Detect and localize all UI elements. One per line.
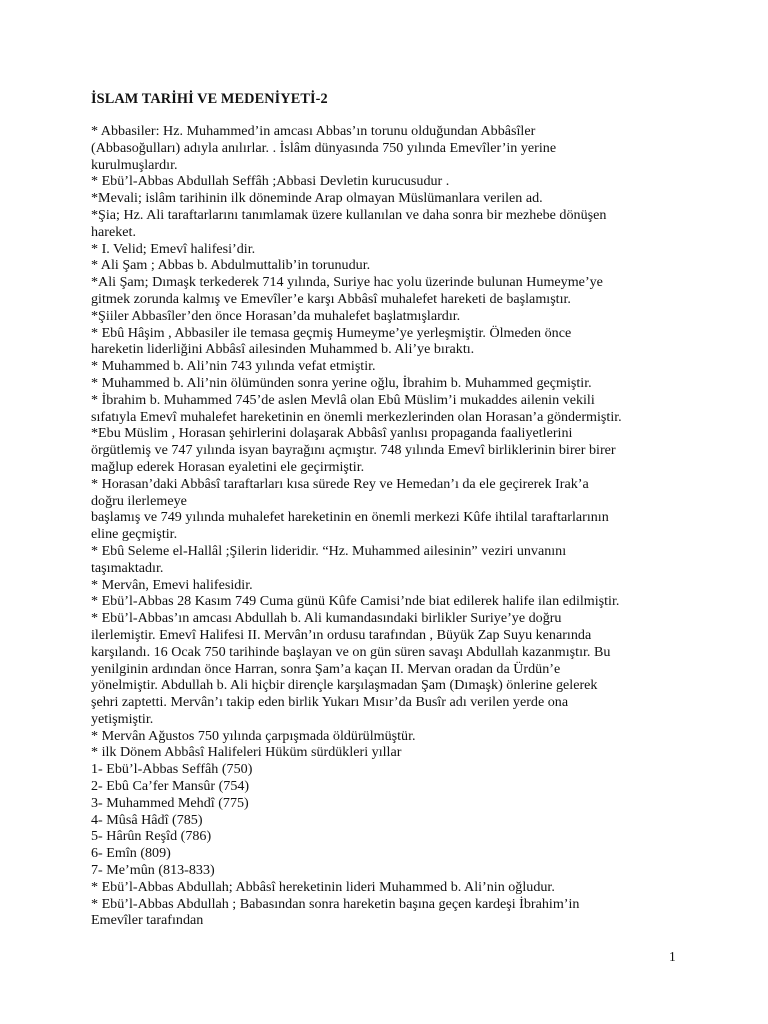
paragraph xyxy=(91,425,683,475)
text-line: (Abbasoğulları) adıyla anılırlar. . İslâm dünyasında 750 yılında Emevîler’in yerine xyxy=(91,139,557,156)
paragraph xyxy=(91,778,683,795)
text-line: doğru ilerlemeye xyxy=(91,492,187,509)
text-line: * Mervân Ağustos 750 yılında çarpışmada öldürülmüştür. xyxy=(91,727,416,744)
paragraph xyxy=(91,812,683,829)
paragraph xyxy=(91,610,683,728)
text-line: başlamış ve 749 yılında muhalefet hareketinin en önemli merkezi Kûfe ihtilal taraftarlarının xyxy=(91,509,609,526)
text-line: * Ebû Seleme el-Hallâl ;Şilerin lideridir. “Hz. Muhammed ailesinin” veziri unvanını xyxy=(91,542,567,559)
text-line: * Abbasiler: Hz. Muhammed’in amcası Abbas’ın torunu olduğundan Abbâsîler xyxy=(91,123,536,139)
paragraph xyxy=(91,476,683,510)
paragraph xyxy=(91,795,683,812)
text-line: gitmek zorunda kalmış ve Emevîler’e karşı Abbâsî muhalefet hareketi de başlamıştır. xyxy=(91,290,571,307)
paragraph xyxy=(91,207,683,241)
paragraph xyxy=(91,308,683,325)
paragraph xyxy=(91,509,683,543)
text-line: 2- Ebû Ca’fer Mansûr (754) xyxy=(91,778,250,795)
paragraph xyxy=(91,257,683,274)
text-line: 6- Emîn (809) xyxy=(91,845,171,862)
paragraph xyxy=(91,543,683,577)
text-line: 5- Hârûn Reşîd (786) xyxy=(91,828,212,845)
paragraph xyxy=(91,761,683,778)
document-title: İSLAM TARİHİ VE MEDENİYETİ-2 xyxy=(91,91,328,107)
document-page xyxy=(91,90,683,929)
paragraph xyxy=(91,241,683,258)
paragraph xyxy=(91,358,683,375)
text-line: * İbrahim b. Muhammed 745’de aslen Mevlâ olan Ebû Müslim’i mukaddes ailenin vekili xyxy=(91,391,595,408)
text-line: karşılandı. 16 Ocak 750 tarihinde başlayan ve on gün süren savaşı Abdullah kazanmıştır. Bu xyxy=(91,643,611,660)
text-line: Emevîler tarafından xyxy=(91,912,204,929)
text-line: * Mervân, Emevi halifesidir. xyxy=(91,576,253,593)
text-line: taşımaktadır. xyxy=(91,559,164,576)
paragraph xyxy=(91,845,683,862)
text-line: *Mevali; islâm tarihinin ilk döneminde Arap olmayan Müslümanlara verilen ad. xyxy=(91,190,543,207)
text-line: *Şiiler Abbasîler’den önce Horasan’da muhalefet başlatmışlardır. xyxy=(91,307,461,324)
text-line: kurulmuşlardır. xyxy=(91,156,178,173)
paragraph xyxy=(91,274,683,308)
text-line: 4- Mûsâ Hâdî (785) xyxy=(91,811,203,828)
paragraph xyxy=(91,879,683,896)
paragraph xyxy=(91,593,683,610)
text-line: 1- Ebü’l-Abbas Seffâh (750) xyxy=(91,761,253,778)
text-line: * Horasan’daki Abbâsî taraftarları kısa sürede Rey ve Hemedan’ı da ele geçirerek Irak’a xyxy=(91,475,589,492)
text-line: * Ebü’l-Abbas Abdullah ; Babasından sonra hareketin başına geçen kardeşi İbrahim’in xyxy=(91,895,580,912)
paragraph xyxy=(91,123,683,173)
paragraph xyxy=(91,862,683,879)
text-line: şehri zaptetti. Mervân’ı takip eden birlik Yukarı Mısır’da Busîr adı verilen yerde ona xyxy=(91,694,569,711)
paragraph xyxy=(91,744,683,761)
paragraph xyxy=(91,392,683,426)
text-line: * Ali Şam ; Abbas b. Abdulmuttalib’in torunudur. xyxy=(91,257,371,274)
text-line: 3- Muhammed Mehdî (775) xyxy=(91,794,249,811)
text-line: *Ali Şam; Dımaşk terkederek 714 yılında, Suriye hac yolu üzerinde bulunan Humeyme’ye xyxy=(91,274,603,291)
text-line: yetişmiştir. xyxy=(91,710,154,727)
paragraph xyxy=(91,375,683,392)
text-line: * Muhammed b. Ali’nin 743 yılında vefat etmiştir. xyxy=(91,358,376,375)
paragraph xyxy=(91,173,683,190)
text-line: eline geçmiştir. xyxy=(91,526,178,543)
paragraph xyxy=(91,325,683,359)
text-line: * Muhammed b. Ali’nin ölümünden sonra yerine oğlu, İbrahim b. Muhammed geçmiştir. xyxy=(91,374,592,391)
text-line: ilerlemiştir. Emevî Halifesi II. Mervân’ın ordusu tarafından , Büyük Zap Suyu kenarında xyxy=(91,626,592,643)
text-line: 7- Me’mûn (813-833) xyxy=(91,862,215,879)
text-line: yönelmiştir. Abdullah b. Ali hiçbir dirençle karşılaşmadan Şam (Dımaşk) önlerine gelerek xyxy=(91,677,598,694)
paragraph xyxy=(91,828,683,845)
text-line: hareketin liderliğini Abbâsî ailesinden Muhammed b. Ali’ye bıraktı. xyxy=(91,341,475,358)
paragraph xyxy=(91,577,683,594)
text-line: mağlup ederek Horasan eyaletini ele geçirmiştir. xyxy=(91,458,365,475)
text-line: * Ebü’l-Abbas’ın amcası Abdullah b. Ali kumandasındaki birlikler Suriye’ye doğru xyxy=(91,610,562,627)
text-line: sıfatıyla Emevî muhalefet hareketinin en önemli merkezlerinden olan Horasan’a göndermiştir. xyxy=(91,408,622,425)
text-line: * Ebü’l-Abbas Abdullah Seffâh ;Abbasi Devletin kurucusudur . xyxy=(91,173,450,190)
page-number: 1 xyxy=(669,949,676,964)
text-line: * ilk Dönem Abbâsî Halifeleri Hüküm sürdükleri yıllar xyxy=(91,744,402,761)
text-line: *Ebu Müslim , Horasan şehirlerini dolaşarak Abbâsî yanlısı propaganda faaliyetlerini xyxy=(91,425,573,442)
paragraph xyxy=(91,190,683,207)
paragraph xyxy=(91,896,683,930)
text-line: *Şia; Hz. Ali taraftarlarını tanımlamak üzere kullanılan ve daha sonra bir mezhebe dönüşen xyxy=(91,206,607,223)
text-line: * Ebü’l-Abbas Abdullah; Abbâsî hereketinin lideri Muhammed b. Ali’nin oğludur. xyxy=(91,878,555,895)
text-line: örgütlemiş ve 747 yılında isyan bayrağını açmıştır. 748 yılında Emevî birliklerinin birer birer xyxy=(91,442,616,459)
text-line: yenilginin ardından önce Harran, sonra Şam’a kaçan II. Mervan oradan da Ürdün’e xyxy=(91,660,561,677)
text-line: * Ebü’l-Abbas 28 Kasım 749 Cuma günü Kûfe Camisi’nde biat edilerek halife ilan edilmiştir. xyxy=(91,593,620,610)
text-line: * Ebû Hâşim , Abbasiler ile temasa geçmiş Humeyme’ye yerleşmiştir. Ölmeden önce xyxy=(91,324,572,341)
text-line: hareket. xyxy=(91,223,136,240)
text-line: * I. Velid; Emevî halifesi’dir. xyxy=(91,240,256,257)
document-body xyxy=(91,123,683,929)
paragraph xyxy=(91,728,683,745)
